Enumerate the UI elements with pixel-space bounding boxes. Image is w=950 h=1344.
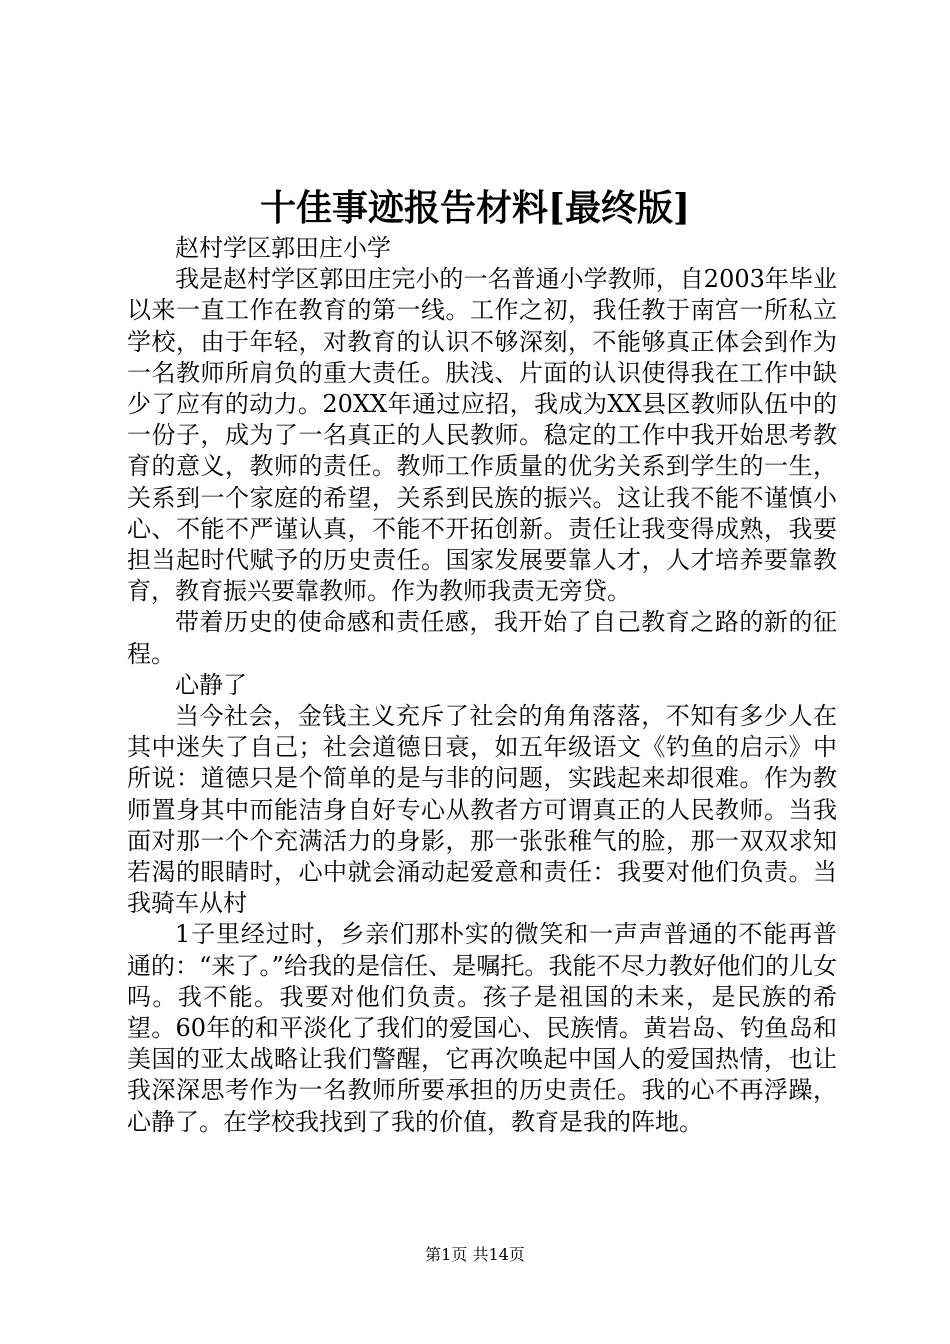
paragraph: 带着历史的使命感和责任感，我开始了自己教育之路的新的征程。 — [127, 608, 837, 668]
document-title: 十佳事迹报告材料[最终版] — [259, 187, 691, 229]
page-number-footer: 第1页 共14页 — [425, 1245, 525, 1264]
paragraph: 1子里经过时，乡亲们那朴实的微笑和一声声普通的不能再普通的：“来了。”给我的是信任、是嘱托。我能不尽力教好他们的儿女吗。我不能。我要对他们负责。孩子是祖国的未来，是民族的希望。60年的和平淡化了我们的爱国心、民族情。黄岩岛、钓鱼岛和美国的亚太战略让我们警醒，它再次唤起中国人的爱国热情，也让我深深思考作为一名教师所要承担的历史责任。我的心不再浮躁，心静了。在学校我找到了我的价值，教育是我的阵地。 — [127, 920, 837, 1136]
school-name: 赵村学区郭田庄小学 — [175, 234, 391, 262]
section-heading: 心静了 — [175, 670, 247, 699]
document-body — [127, 233, 837, 1138]
paragraph: 当今社会，金钱主义充斥了社会的角角落落，不知有多少人在其中迷失了自己；社会道德日衰，如五年级语文《钓鱼的启示》中所说：道德只是个简单的是与非的问题，实践起来却很难。作为教师置身其中而能洁身自好专心从教者方可谓真正的人民教师。当我面对那一个个充满活力的身影，那一张张稚气的脸，那一双双求知若渴的眼睛时，心中就会涌动起爱意和责任：我要对他们负责。当我骑车从村 — [127, 702, 837, 918]
paragraph: 我是赵村学区郭田庄完小的一名普通小学教师，自2003年毕业以来一直工作在教育的第一线。工作之初，我任教于南宫一所私立学校，由于年轻，对教育的认识不够深刻，不能够真正体会到作为一名教师所肩负的重大责任。肤浅、片面的认识使得我在工作中缺少了应有的动力。20XX年通过应招，我成为XX县区教师队伍中的一份子，成为了一名真正的人民教师。稳定的工作中我开始思考教育的意义，教师的责任。教师工作质量的优劣关系到学生的一生，关系到一个家庭的希望，关系到民族的振兴。这让我不能不谨慎小心、不能不严谨认真，不能不开拓创新。责任让我变得成熟，我要担当起时代赋予的历史责任。国家发展要靠人才，人才培养要靠教育，教育振兴要靠教师。作为教师我责无旁贷。 — [127, 265, 837, 606]
